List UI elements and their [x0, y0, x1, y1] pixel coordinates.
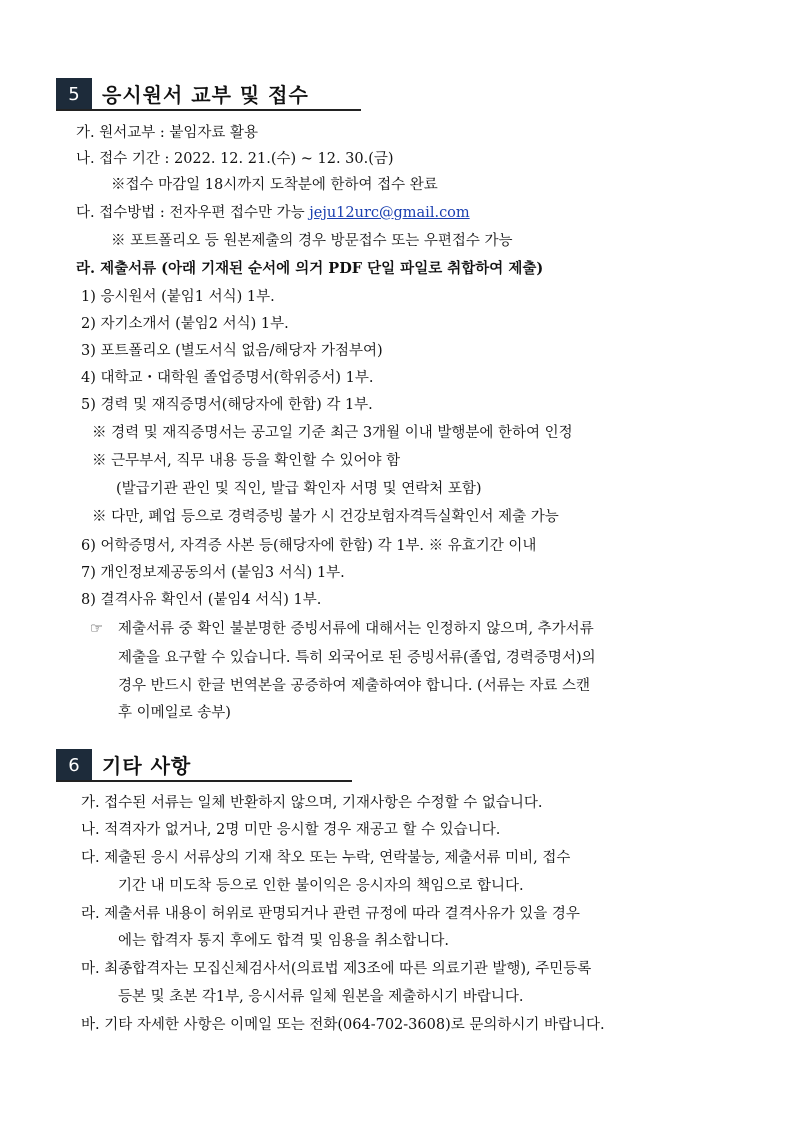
misc-item-continued: 등본 및 초본 각1부, 응시서류 일체 원본을 제출하시기 바랍니다.	[118, 989, 524, 1005]
doc-note: ※ 근무부서, 직무 내용 등을 확인할 수 있어야 함	[92, 453, 401, 469]
pointer-icon: ☞	[90, 621, 103, 637]
doc-item: 6) 어학증명서, 자격증 사본 등(해당자에 한함) 각 1부. ※ 유효기간 이내	[81, 538, 537, 554]
section-6-header	[56, 749, 191, 781]
item-na: 나. 접수 기간 : 2022. 12. 21.(수) ~ 12. 30.(금)	[76, 151, 394, 167]
section-divider	[56, 109, 361, 111]
item-da-text: 다. 접수방법 : 전자우편 접수만 가능	[76, 205, 310, 221]
section-number: 6	[56, 749, 92, 781]
item-da-note: ※ 포트폴리오 등 원본제출의 경우 방문접수 또는 우편접수 가능	[111, 233, 513, 249]
pointer-note-line: 경우 반드시 한글 번역본을 공증하여 제출하여야 합니다. (서류는 자료 스캔	[118, 678, 590, 694]
doc-item: 5) 경력 및 재직증명서(해당자에 한함) 각 1부.	[81, 397, 373, 413]
doc-item: 8) 결격사유 확인서 (붙임4 서식) 1부.	[81, 592, 322, 608]
misc-item: 바. 기타 자세한 사항은 이메일 또는 전화(064-702-3608)로 문의하시기 바랍니다.	[81, 1017, 605, 1033]
pointer-note-line: 제출을 요구할 수 있습니다. 특히 외국어로 된 증빙서류(졸업, 경력증명서)의	[118, 650, 596, 666]
section-title: 응시원서 교부 및 접수	[102, 83, 309, 107]
item-ra: 라. 제출서류 (아래 기재된 순서에 의거 PDF 단일 파일로 취합하여 제출)	[76, 260, 544, 277]
doc-item: 4) 대학교・대학원 졸업증명서(학위증서) 1부.	[81, 370, 374, 386]
misc-item: 나. 적격자가 없거나, 2명 미만 응시할 경우 재공고 할 수 있습니다.	[81, 822, 501, 838]
misc-item: 다. 제출된 응시 서류상의 기재 착오 또는 누락, 연락불능, 제출서류 미비, 접수	[81, 850, 571, 866]
email-link[interactable]: jeju12urc@gmail.com	[309, 205, 470, 221]
section-divider	[56, 780, 352, 782]
doc-item: 2) 자기소개서 (붙임2 서식) 1부.	[81, 316, 289, 332]
doc-note: ※ 경력 및 재직증명서는 공고일 기준 최근 3개월 이내 발행분에 한하여 인정	[92, 425, 573, 441]
item-da	[76, 203, 470, 223]
doc-note: (발급기관 관인 및 직인, 발급 확인자 서명 및 연락처 포함)	[116, 481, 482, 497]
misc-item: 가. 접수된 서류는 일체 반환하지 않으며, 기재사항은 수정할 수 없습니다.	[81, 795, 543, 811]
doc-note: ※ 다만, 폐업 등으로 경력증빙 불가 시 건강보험자격득실확인서 제출 가능	[92, 509, 559, 525]
pointer-note-line: 제출서류 중 확인 불분명한 증빙서류에 대해서는 인정하지 않으며, 추가서류	[118, 621, 594, 637]
misc-item: 라. 제출서류 내용이 허위로 판명되거나 관련 규정에 따라 결격사유가 있을 경우	[81, 906, 580, 922]
pointer-note-line: 후 이메일로 송부)	[118, 705, 231, 721]
section-title: 기타 사항	[102, 754, 192, 778]
section-number: 5	[56, 78, 92, 110]
section-5-header	[56, 78, 309, 110]
doc-item: 7) 개인정보제공동의서 (붙임3 서식) 1부.	[81, 565, 345, 581]
misc-item-continued: 기간 내 미도착 등으로 인한 불이익은 응시자의 책임으로 합니다.	[118, 878, 524, 894]
doc-item: 3) 포트폴리오 (별도서식 없음/해당자 가점부여)	[81, 343, 383, 359]
doc-item: 1) 응시원서 (붙임1 서식) 1부.	[81, 289, 275, 305]
item-na-note: ※접수 마감일 18시까지 도착분에 한하여 접수 완료	[111, 177, 438, 193]
misc-item-continued: 에는 합격자 통지 후에도 합격 및 임용을 취소합니다.	[118, 933, 450, 949]
item-ga: 가. 원서교부 : 붙임자료 활용	[76, 125, 259, 141]
misc-item: 마. 최종합격자는 모집신체검사서(의료법 제3조에 따른 의료기관 발행), 주민등록	[81, 961, 592, 977]
